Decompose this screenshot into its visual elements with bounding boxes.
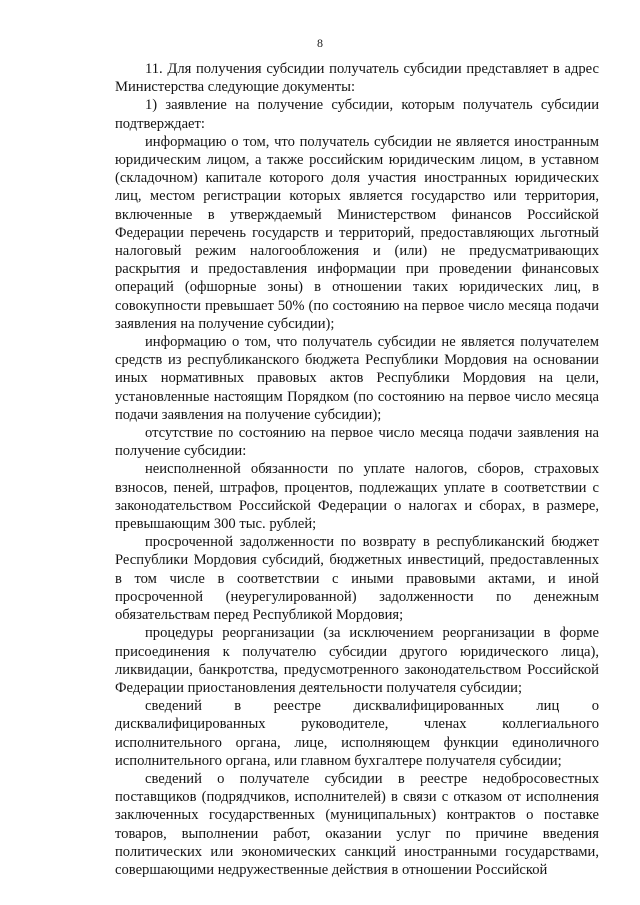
paragraph-overdue-debt: просроченной задолженности по возврату в республиканский бюджет Республики Мордовия субсидий, бюджетных инвестиций, предоставленных в том числе в соответствии с иными правовыми актами, и иной просроченной (неурегулированной) задолженности по денежным обязательствам перед Республикой Мордовия; bbox=[115, 534, 599, 624]
paragraph-disqualified-persons: сведений в реестре дисквалифицированных лиц о дисквалифицированных руководителе, членах коллегиального исполнительного органа, лице, исполняющем функции единоличного исполнительного органа, или главном бухгалтере получателя субсидии; bbox=[115, 698, 599, 769]
paragraph-reorganization: процедуры реорганизации (за исключением реорганизации в форме присоединения к получателю субсидии другого юридического лица), ликвидации, банкротства, предусмотренного законодательством Российской Федерации приостановления деятельности получателя субсидии; bbox=[115, 625, 599, 696]
paragraph-tax-obligations: неисполненной обязанности по уплате налогов, сборов, страховых взносов, пеней, штрафов, процентов, подлежащих уплате в соответствии с законодательством Российской Федерации о налогах и сборах, в размере, превышающим 300 тыс. рублей; bbox=[115, 461, 599, 533]
paragraph-budget-recipient-info: информацию о том, что получатель субсидии не является получателем средств из республиканского бюджета Республики Мордовия на основании иных нормативных правовых актов Республики Мордовия на цели, установленные настоящим Порядком (по состоянию на первое число месяца подачи заявления на получение субсидии); bbox=[115, 334, 599, 423]
paragraph-clause-11: 11. Для получения субсидии получатель субсидии представляет в адрес Министерства следующие документы: bbox=[115, 61, 599, 96]
paragraph-offshore-info: информацию о том, что получатель субсидии не является иностранным юридическим лицом, а также российским юридическим лицом, в уставном (складочном) капитале которого доля участия иностранных юридических лиц, местом регистрации которых является государство или территория, включенные в утверждаемый Министерством финансов Российской Федерации перечень государств и территорий, предоставляющих льготный налоговый режим налогообложения и (или) не предусматривающих раскрытия и предоставления информации при проведении финансовых операций (офшорные зоны) в отношении таких юридических лиц, в совокупности превышает 50% (по состоянию на первое число месяца подачи заявления на получение субсидии); bbox=[115, 133, 599, 332]
paragraph-item-1: 1) заявление на получение субсидии, которым получатель субсидии подтверждает: bbox=[115, 97, 599, 132]
document-body bbox=[115, 60, 599, 879]
paragraph-absence-intro: отсутствие по состоянию на первое число месяца подачи заявления на получение субсидии: bbox=[115, 425, 599, 460]
page-number: 8 bbox=[317, 36, 323, 50]
paragraph-unfair-suppliers: сведений о получателе субсидии в реестре недобросовестных поставщиков (подрядчиков, исполнителей) в связи с отказом от исполнения заключенных государственных (муниципальных) контрактов о поставке товаров, выполнении работ, оказании услуг по причине введения политических или экономических санкций иностранными государствами, совершающими недружественные действия в отношении Российской bbox=[115, 770, 599, 878]
